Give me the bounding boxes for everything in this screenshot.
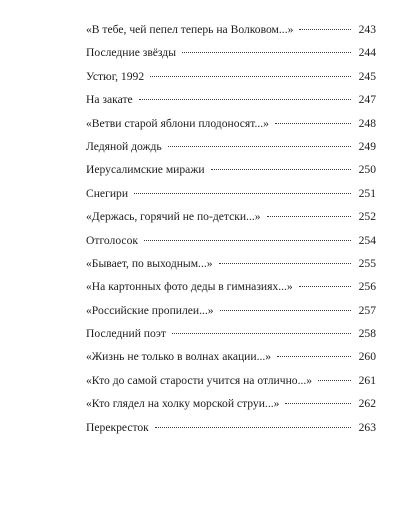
- dot-leader: [220, 309, 351, 311]
- toc-entry-page: 261: [358, 373, 376, 387]
- dot-leader: [318, 379, 351, 381]
- dot-leader: [134, 192, 351, 194]
- toc-entry: [86, 117, 376, 140]
- toc-entry-title: «Ветви старой яблони плодоносят...»: [86, 116, 269, 130]
- toc-entry-page: 255: [358, 256, 376, 270]
- toc-entry-title: Перекресток: [86, 420, 149, 434]
- toc-entry-page: 260: [358, 350, 376, 364]
- toc-entry: [86, 163, 376, 186]
- toc-entry-title: Отголосок: [86, 233, 138, 247]
- toc-entry-page: 256: [358, 280, 376, 294]
- toc-entry-page: 258: [358, 327, 376, 341]
- toc-entry: [86, 280, 376, 303]
- toc-entry: [86, 23, 376, 46]
- toc-entry-title: Снегири: [86, 186, 129, 200]
- toc-entry: [86, 70, 376, 93]
- dot-leader: [219, 262, 351, 264]
- dot-leader: [155, 426, 351, 428]
- toc-entry: [86, 234, 376, 257]
- toc-entry-title: Устюг, 1992: [86, 69, 145, 83]
- toc-entry-page: 251: [358, 186, 376, 200]
- toc-entry: [86, 397, 376, 420]
- toc-entry-page: 244: [358, 46, 376, 60]
- toc-entry-page: 262: [358, 397, 376, 411]
- toc-entry-title: «Жизнь не только в волнах акации...»: [86, 350, 272, 364]
- toc-entry: [86, 46, 376, 69]
- toc-entry-title: Иерусалимские миражи: [86, 163, 205, 177]
- toc-entry: [86, 327, 376, 350]
- toc-entry-page: 252: [358, 210, 376, 224]
- toc-entry: [86, 304, 376, 327]
- toc-entry: [86, 210, 376, 233]
- toc-entry-page: 249: [358, 139, 376, 153]
- dot-leader: [211, 168, 351, 170]
- dot-leader: [144, 239, 351, 241]
- toc-entry: [86, 257, 376, 280]
- dot-leader: [182, 51, 351, 53]
- toc-entry-page: 250: [358, 163, 376, 177]
- toc-entry-title: Последние звёзды: [86, 46, 176, 60]
- toc-entry-page: 257: [358, 303, 376, 317]
- dot-leader: [168, 145, 351, 147]
- dot-leader: [267, 215, 351, 217]
- dot-leader: [275, 122, 351, 124]
- toc-entry: [86, 140, 376, 163]
- toc-entry: [86, 374, 376, 397]
- dot-leader: [150, 75, 351, 77]
- toc-entry-title: «На картонных фото деды в гимназиях...»: [86, 280, 293, 294]
- toc-entry: [86, 350, 376, 373]
- toc-entry-page: 263: [358, 420, 376, 434]
- toc-entry: [86, 187, 376, 210]
- toc-entry-page: 247: [358, 93, 376, 107]
- dot-leader: [172, 332, 351, 334]
- toc-entry-title: Последний поэт: [86, 327, 166, 341]
- dot-leader: [299, 285, 351, 287]
- toc-entry-title: «Бывает, по выходным...»: [86, 256, 213, 270]
- toc-entry-title: «В тебе, чей пепел теперь на Волковом...»: [86, 23, 294, 36]
- toc-entry-page: 243: [358, 23, 376, 36]
- toc-entry-page: 248: [358, 116, 376, 130]
- toc-entry-title: Ледяной дождь: [86, 139, 162, 153]
- toc-entry-title: На закате: [86, 93, 133, 107]
- toc-entry-title: «Кто до самой старости учится на отлично...»: [86, 373, 313, 387]
- toc-entry-title: «Кто глядел на холку морской струи...»: [86, 397, 280, 411]
- toc-entry: [86, 421, 376, 444]
- toc-entry-page: 245: [358, 69, 376, 83]
- dot-leader: [277, 355, 351, 357]
- toc-entry: [86, 93, 376, 116]
- dot-leader: [285, 402, 351, 404]
- toc-entry-title: «Держась, горячий не по-детски...»: [86, 210, 261, 224]
- toc-entry-page: 254: [358, 233, 376, 247]
- dot-leader: [299, 28, 351, 30]
- dot-leader: [139, 98, 351, 100]
- toc-entry-title: «Российские пропилеи...»: [86, 303, 214, 317]
- table-of-contents: [86, 23, 376, 444]
